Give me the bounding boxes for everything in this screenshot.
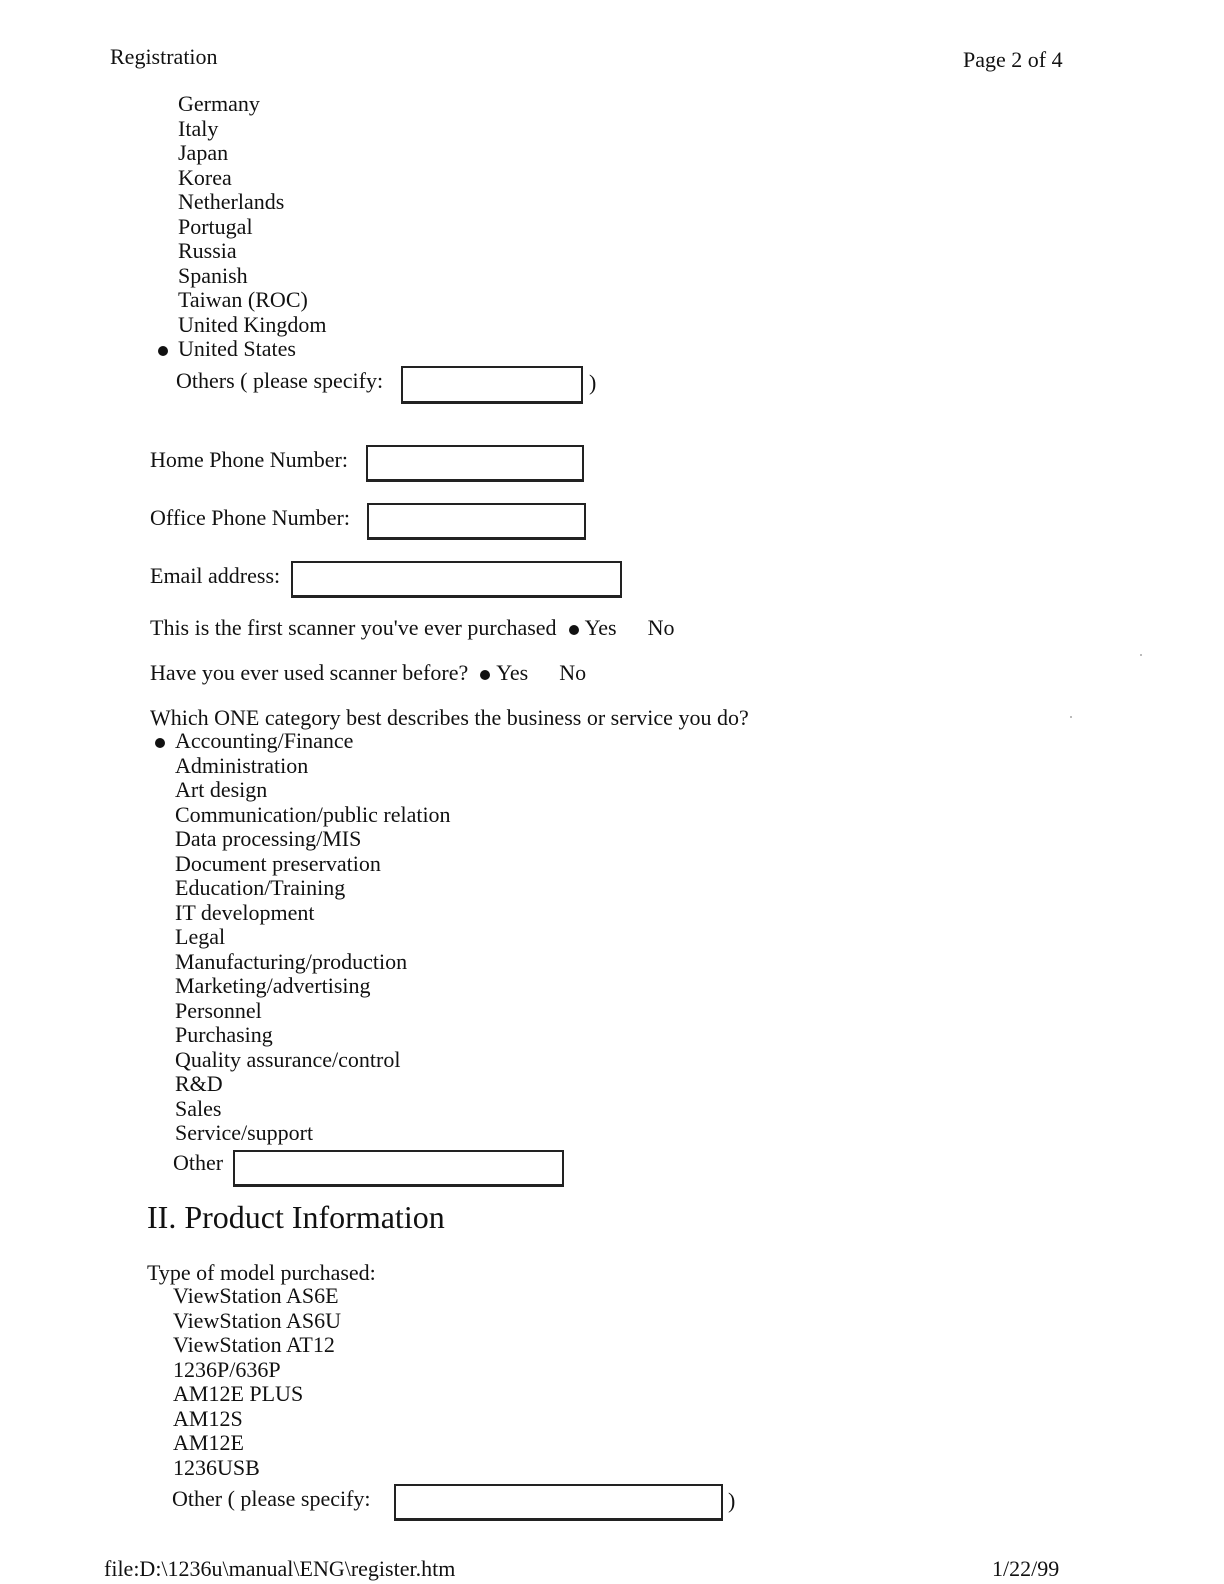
scan-speck bbox=[1070, 716, 1072, 718]
scan-speck bbox=[1140, 654, 1142, 656]
business-option[interactable]: Personnel bbox=[175, 997, 262, 1023]
email-label: Email address: bbox=[150, 563, 281, 588]
model-option[interactable]: AM12E bbox=[173, 1430, 244, 1455]
yes-selected-bullet-icon bbox=[480, 670, 490, 680]
business-other-label: Other bbox=[173, 1150, 224, 1175]
model-option[interactable]: AM12S bbox=[173, 1405, 243, 1431]
country-option-selected[interactable]: United States bbox=[178, 337, 327, 362]
email-input[interactable] bbox=[291, 561, 622, 598]
business-category-list bbox=[175, 729, 451, 1146]
business-option[interactable]: Administration bbox=[175, 752, 309, 778]
business-option[interactable]: Sales bbox=[175, 1095, 222, 1121]
used-before-label: Have you ever used scanner before? bbox=[150, 660, 469, 685]
business-other-input[interactable] bbox=[233, 1150, 564, 1187]
first-scanner-label: This is the first scanner you've ever purchased bbox=[150, 615, 557, 640]
selected-bullet-icon bbox=[155, 738, 165, 748]
model-other-input[interactable] bbox=[394, 1484, 723, 1521]
business-option[interactable]: Quality assurance/control bbox=[175, 1046, 401, 1072]
model-option[interactable]: 1236P/636P bbox=[173, 1356, 281, 1382]
business-option[interactable]: Art design bbox=[175, 777, 268, 802]
country-option[interactable]: Korea bbox=[178, 164, 232, 190]
business-option[interactable]: Purchasing bbox=[175, 1022, 273, 1047]
used-before-yes[interactable]: Yes bbox=[496, 660, 529, 685]
country-option[interactable]: United Kingdom bbox=[178, 311, 327, 337]
others-country-input[interactable] bbox=[401, 366, 583, 404]
home-phone-label: Home Phone Number: bbox=[150, 447, 348, 472]
used-before-question bbox=[150, 660, 586, 686]
country-option[interactable]: Netherlands bbox=[178, 189, 285, 214]
business-option[interactable]: IT development bbox=[175, 899, 315, 925]
country-option[interactable]: Germany bbox=[178, 91, 260, 116]
model-option[interactable]: ViewStation AS6U bbox=[173, 1307, 341, 1333]
office-phone-label: Office Phone Number: bbox=[150, 505, 350, 530]
business-option[interactable]: Education/Training bbox=[175, 875, 346, 900]
model-question: Type of model purchased: bbox=[147, 1260, 376, 1285]
selected-bullet-icon bbox=[158, 346, 168, 356]
used-before-no[interactable]: No bbox=[559, 660, 587, 685]
country-option[interactable]: Italy bbox=[178, 115, 219, 141]
country-option[interactable]: Spanish bbox=[178, 262, 248, 288]
footer-date: 1/22/99 bbox=[992, 1556, 1060, 1581]
model-other-label: Other ( please specify: bbox=[172, 1486, 371, 1511]
country-option[interactable]: Japan bbox=[178, 140, 229, 165]
office-phone-input[interactable] bbox=[367, 503, 586, 540]
home-phone-input[interactable] bbox=[366, 445, 584, 482]
first-scanner-question bbox=[150, 615, 674, 641]
business-option[interactable]: Document preservation bbox=[175, 850, 381, 876]
yes-selected-bullet-icon bbox=[569, 625, 579, 635]
business-option[interactable]: Manufacturing/production bbox=[175, 948, 408, 974]
footer-path: file:D:\1236u\manual\ENG\register.htm bbox=[104, 1556, 456, 1581]
page-header-title: Registration bbox=[110, 44, 218, 69]
section-title: II. Product Information bbox=[147, 1199, 445, 1235]
business-option[interactable]: R&D bbox=[175, 1071, 223, 1096]
others-country-close: ) bbox=[589, 370, 597, 395]
business-option[interactable]: Marketing/advertising bbox=[175, 973, 371, 998]
others-country-label: Others ( please specify: bbox=[176, 368, 384, 393]
page-number: Page 2 of 4 bbox=[963, 47, 1063, 72]
model-option[interactable]: 1236USB bbox=[173, 1454, 260, 1480]
model-option[interactable]: AM12E PLUS bbox=[173, 1381, 304, 1406]
first-scanner-no[interactable]: No bbox=[647, 615, 675, 640]
first-scanner-yes[interactable]: Yes bbox=[584, 615, 617, 640]
model-option[interactable]: ViewStation AS6E bbox=[173, 1283, 339, 1308]
business-option[interactable]: Data processing/MIS bbox=[175, 826, 362, 851]
business-question: Which ONE category best describes the business or service you do? bbox=[150, 705, 749, 730]
model-option[interactable]: ViewStation AT12 bbox=[173, 1332, 335, 1357]
country-option[interactable]: Portugal bbox=[178, 213, 253, 239]
business-option[interactable]: Service/support bbox=[175, 1120, 314, 1145]
business-option[interactable]: Legal bbox=[175, 924, 226, 949]
model-other-close: ) bbox=[728, 1488, 736, 1513]
country-option[interactable]: Taiwan (ROC) bbox=[178, 287, 308, 312]
business-option[interactable]: Communication/public relation bbox=[175, 801, 451, 827]
model-list bbox=[173, 1284, 341, 1480]
country-list bbox=[178, 92, 327, 362]
business-option-selected[interactable]: Accounting/Finance bbox=[175, 729, 451, 754]
country-option[interactable]: Russia bbox=[178, 238, 237, 263]
